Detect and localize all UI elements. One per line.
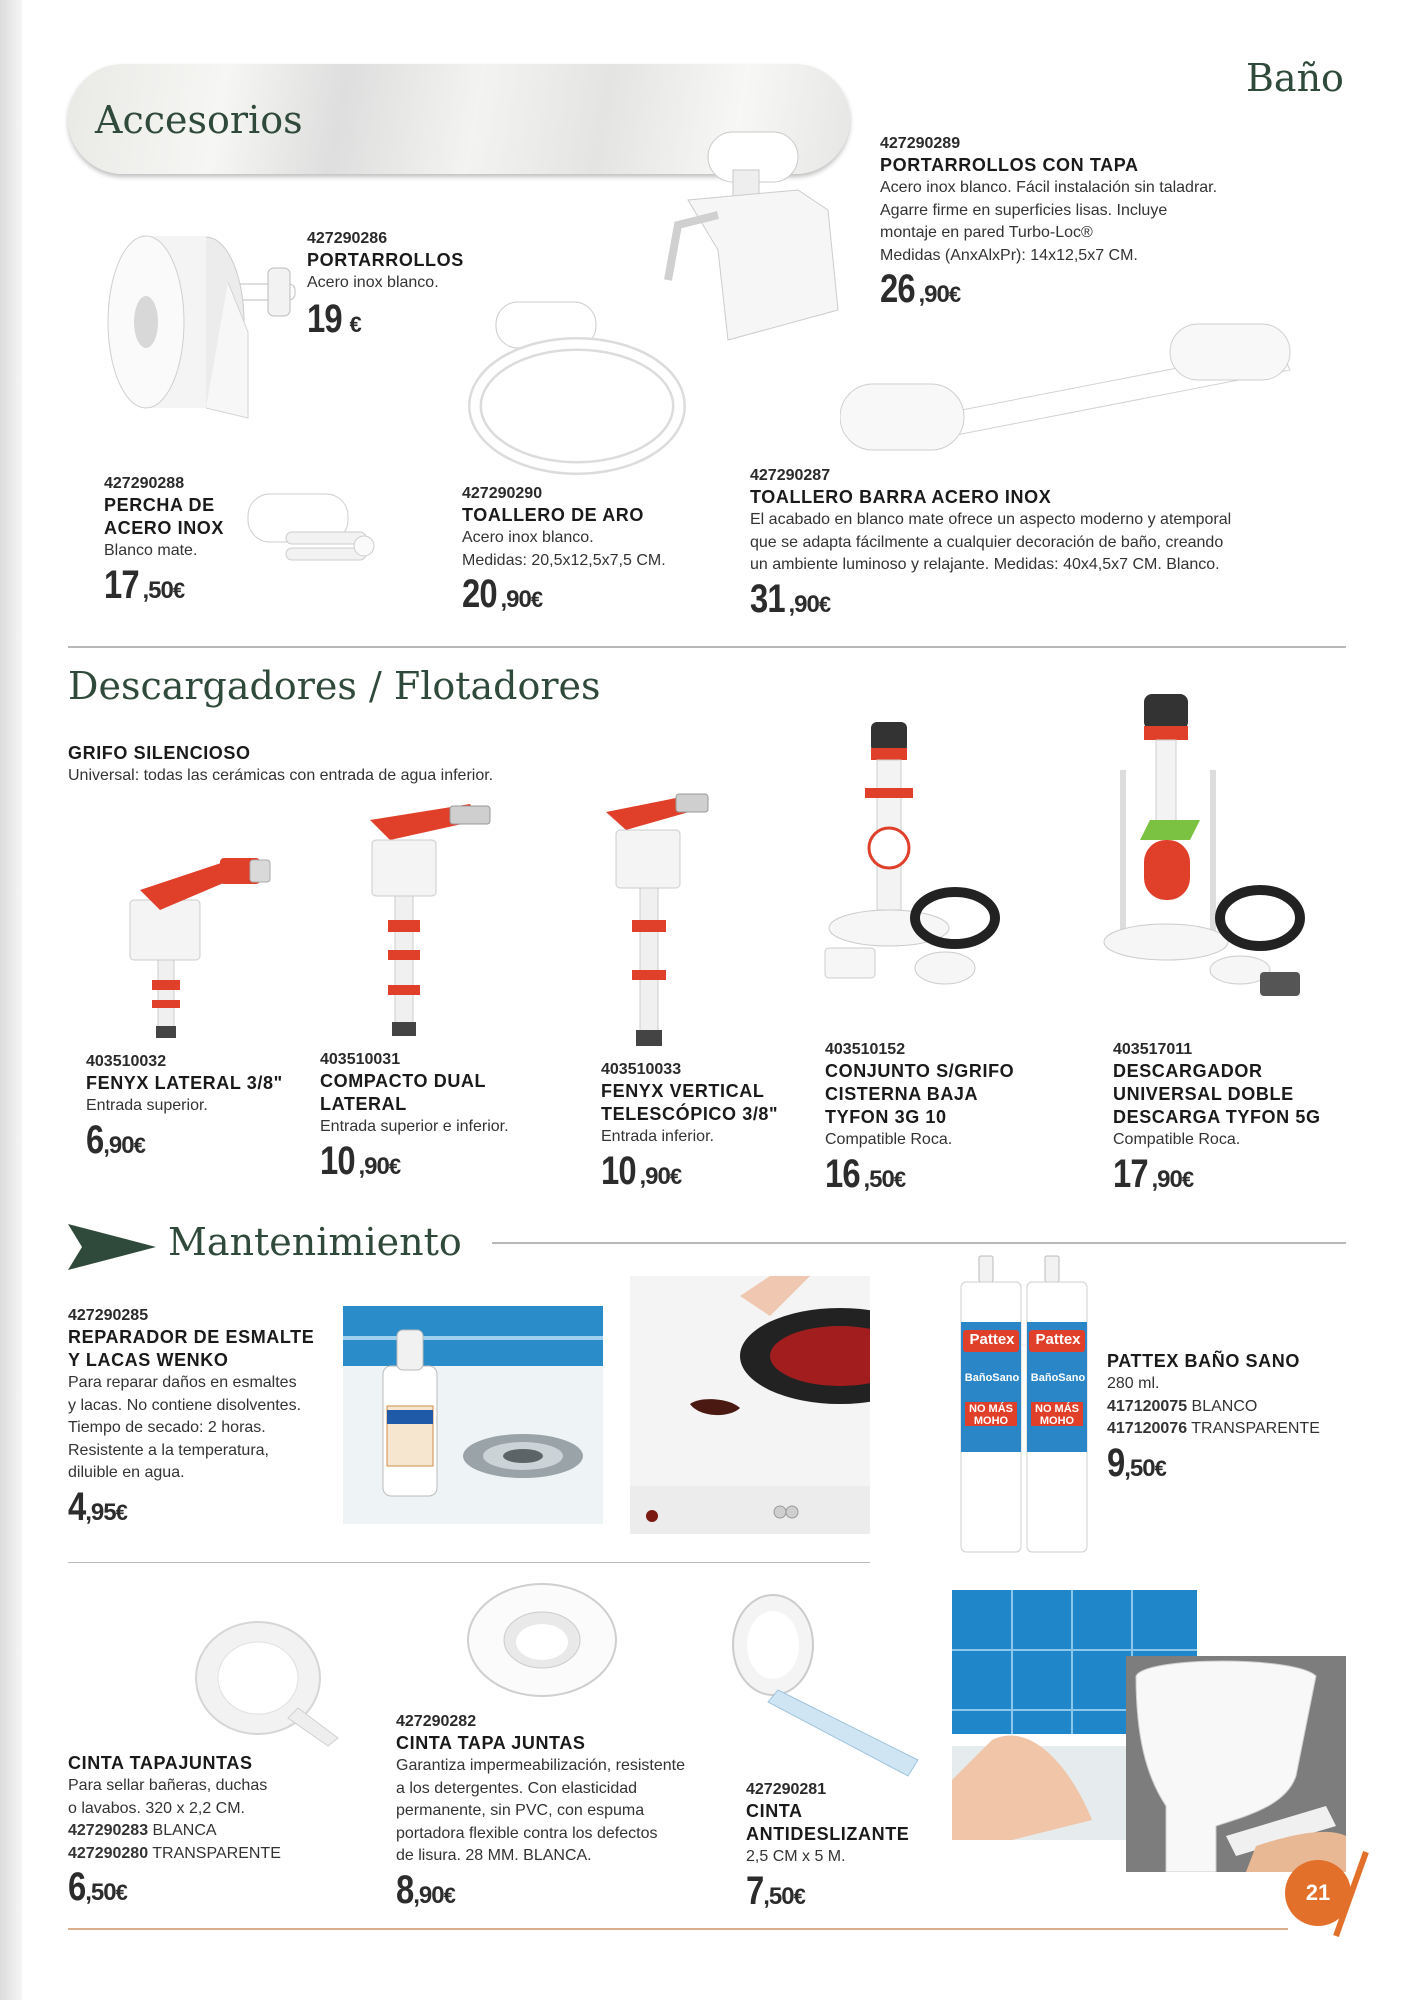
footer-line — [68, 1928, 1288, 1930]
product-name: CONJUNTO S/GRIFO — [825, 1061, 1015, 1081]
tyfon-5g-image — [1100, 690, 1310, 1020]
product-desc: Entrada superior e inferior. — [320, 1118, 509, 1135]
product-name: TYFON 3G 10 — [825, 1107, 947, 1127]
tube-brand-label: Pattex — [969, 1331, 1015, 1348]
product-desc: Entrada superior. — [86, 1097, 208, 1114]
product-portarrollos-tapa — [880, 134, 1217, 312]
product-toallero-aro — [462, 484, 666, 617]
product-desc-line: Garantiza impermeabilización, resistente — [396, 1757, 686, 1774]
product-reparador — [68, 1306, 314, 1530]
product-fenyx-vertical — [601, 1060, 778, 1194]
divider — [68, 646, 1346, 648]
product-desc: 2,5 CM x 5 M. — [746, 1848, 846, 1865]
product-name: FENYX LATERAL 3/8" — [86, 1073, 283, 1093]
toilet-roll-image — [88, 222, 298, 422]
product-desc-line: o lavabos. 320 x 2,2 CM. — [68, 1799, 245, 1817]
product-name: DESCARGADOR — [1113, 1061, 1263, 1081]
product-name: ANTIDESLIZANTE — [746, 1824, 910, 1844]
product-desc: Acero inox blanco. — [307, 274, 439, 291]
product-desc-line: de lisura. 28 MM. BLANCA. — [396, 1847, 592, 1864]
product-code: 403510032 — [86, 1053, 167, 1070]
product-code: 427290290 — [462, 485, 543, 502]
product-compacto-dual — [320, 1050, 509, 1184]
left-edge-shadow — [0, 0, 22, 2000]
intro-name: GRIFO SILENCIOSO — [68, 743, 251, 763]
product-desc-line: a los detergentes. Con elasticidad — [396, 1779, 638, 1797]
product-cinta-tapa-juntas — [396, 1712, 685, 1913]
product-name: TOALLERO DE ARO — [462, 505, 645, 525]
product-code: 403510031 — [320, 1051, 401, 1068]
product-price: 16 ,50€ — [825, 1151, 906, 1196]
product-name: CISTERNA BAJA — [825, 1084, 979, 1104]
enamel-bath-photo — [343, 1306, 603, 1524]
grifo-silencioso-intro — [68, 742, 493, 788]
tyfon-3g-image — [815, 718, 1015, 1018]
product-name: CINTA TAPA JUNTAS — [396, 1733, 586, 1753]
page-slash-icon — [1330, 1850, 1370, 1940]
product-name: COMPACTO DUAL — [320, 1071, 487, 1091]
banner-title: Accesorios — [95, 98, 303, 142]
toilet-sealing-photo — [1126, 1656, 1346, 1872]
variant-line: 427290283 BLANCA — [68, 1822, 217, 1839]
hook-image — [246, 490, 376, 570]
product-desc-line: Para reparar daños en esmaltes — [68, 1374, 297, 1391]
product-price: 17 ,50€ — [104, 562, 185, 607]
product-desc-line: que se adapta fácilmente a cualquier decoración de baño, creando — [750, 533, 1224, 551]
product-name: DESCARGA TYFON 5G — [1113, 1107, 1321, 1127]
product-conjunto-tyfon — [825, 1040, 1014, 1197]
intro-desc: Universal: todas las cerámicas con entrada de agua inferior. — [68, 767, 494, 784]
product-percha — [104, 474, 224, 608]
arrow-icon — [68, 1222, 158, 1272]
product-desc: 280 ml. — [1107, 1375, 1160, 1392]
product-price: 6,50€ — [68, 1865, 127, 1909]
product-price: 8,90€ — [396, 1867, 455, 1912]
product-desc: Entrada inferior. — [601, 1128, 714, 1145]
section-heading: Baño — [1246, 56, 1344, 100]
towel-bar-image — [840, 322, 1310, 462]
tape-roll-clear-image — [188, 1618, 348, 1748]
tube-badge-label: NO MÁS MOHO — [969, 1403, 1013, 1427]
product-price: 19 € — [307, 296, 361, 341]
product-name: TOALLERO BARRA ACERO INOX — [750, 487, 1052, 507]
product-desc-line: permanente, sin PVC, con espuma — [396, 1802, 645, 1819]
product-code: 427290281 — [746, 1781, 827, 1798]
product-price: 7,50€ — [746, 1868, 805, 1913]
product-name: Y LACAS WENKO — [68, 1350, 229, 1370]
tube-line-label: BañoSano — [964, 1372, 1020, 1384]
hob-repair-photo — [630, 1276, 870, 1534]
product-name: ACERO INOX — [104, 518, 225, 538]
product-price: 6,90€ — [86, 1117, 145, 1162]
product-price: 17 ,90€ — [1113, 1151, 1194, 1196]
product-name: PORTARROLLOS CON TAPA — [880, 155, 1139, 175]
product-desc-line: Medidas (AnxAlxPr): 14x12,5x7 CM. — [880, 246, 1138, 264]
product-code: 403510033 — [601, 1061, 682, 1078]
product-desc-line: El acabado en blanco mate ofrece un aspecto moderno y atemporal — [750, 511, 1232, 528]
page-number: 21 — [1305, 1880, 1331, 1905]
mantenimiento-title: Mantenimiento — [168, 1220, 462, 1264]
product-name: UNIVERSAL DOBLE — [1113, 1084, 1294, 1104]
product-price: 10 ,90€ — [320, 1138, 401, 1183]
product-desc: Compatible Roca. — [1113, 1131, 1241, 1148]
product-desc-line: y lacas. No contiene disolventes. — [68, 1396, 302, 1414]
product-desc-line: Para sellar bañeras, duchas — [68, 1777, 268, 1794]
product-cinta-tapajuntas — [68, 1752, 281, 1910]
product-price: 10 ,90€ — [601, 1148, 682, 1193]
tube-line-label: BañoSano — [1030, 1372, 1086, 1384]
product-code: 403510152 — [825, 1041, 906, 1058]
product-code: 427290287 — [750, 467, 831, 484]
product-price: 26 ,90€ — [880, 267, 961, 311]
product-fenyx-lateral — [86, 1052, 283, 1163]
product-portarrollos — [307, 229, 464, 342]
product-name: CINTA — [746, 1801, 803, 1821]
product-desc-line: Acero inox blanco. Fácil instalación sin taladrar. — [880, 179, 1218, 196]
product-descargador-tyfon — [1113, 1040, 1321, 1197]
product-desc-line: portadora flexible contra los defectos — [396, 1824, 658, 1842]
product-price: 4,95€ — [68, 1484, 127, 1529]
product-desc-line: montaje en pared Turbo-Loc® — [880, 224, 1093, 241]
product-desc-line: Acero inox blanco. — [462, 529, 594, 546]
tape-roll-white-image — [462, 1580, 632, 1710]
variant-line: 427290280 TRANSPARENTE — [68, 1844, 281, 1862]
product-price: 31 ,90€ — [750, 576, 831, 621]
product-name: FENYX VERTICAL — [601, 1081, 765, 1101]
product-name: PATTEX BAÑO SANO — [1107, 1351, 1300, 1371]
product-name: PERCHA DE — [104, 495, 215, 515]
tube-brand-label: Pattex — [1035, 1331, 1081, 1348]
product-desc-line: un ambiente luminoso y relajante. Medidas: 40x4,5x7 CM. Blanco. — [750, 556, 1220, 573]
product-name: PORTARROLLOS — [307, 250, 464, 270]
valve-vertical-image — [596, 790, 716, 1050]
product-desc: Compatible Roca. — [825, 1131, 953, 1148]
descargadores-title: Descargadores / Flotadores — [68, 664, 601, 708]
product-code: 427290286 — [307, 230, 388, 247]
towel-ring-image — [462, 300, 692, 480]
divider — [68, 1562, 870, 1563]
product-name: LATERAL — [320, 1094, 407, 1114]
product-code: 427290285 — [68, 1307, 149, 1324]
variant-line: 417120075 BLANCO — [1107, 1397, 1258, 1415]
variant-line: 417120076 TRANSPARENTE — [1107, 1420, 1320, 1437]
product-code: 403517011 — [1113, 1041, 1193, 1058]
product-price: 9,50€ — [1107, 1440, 1166, 1485]
product-code: 427290289 — [880, 135, 961, 152]
product-desc-line: diluible en agua. — [68, 1464, 185, 1481]
product-desc-line: Resistente a la temperatura, — [68, 1441, 269, 1459]
product-desc-line: Medidas: 20,5x12,5x7,5 CM. — [462, 551, 666, 569]
product-toallero-barra — [750, 466, 1231, 622]
product-name: REPARADOR DE ESMALTE — [68, 1327, 315, 1347]
product-price: 20 ,90€ — [462, 572, 543, 616]
valve-compacto-image — [350, 800, 500, 1040]
tube-badge-label: NO MÁS MOHO — [1035, 1403, 1079, 1427]
divider — [492, 1242, 1346, 1244]
product-desc: Blanco mate. — [104, 542, 198, 559]
product-cinta-antideslizante — [746, 1780, 909, 1914]
product-code: 427290288 — [104, 475, 185, 492]
product-name: TELESCÓPICO 3/8" — [601, 1104, 779, 1124]
valve-lateral-image — [100, 840, 280, 1040]
product-desc-line: Agarre firme en superficies lisas. Incluye — [880, 201, 1168, 219]
product-pattex — [1107, 1350, 1320, 1486]
product-desc-line: Tiempo de secado: 2 horas. — [68, 1419, 266, 1436]
product-name: CINTA TAPAJUNTAS — [68, 1753, 253, 1773]
tape-antislip-image — [728, 1590, 928, 1780]
product-code: 427290282 — [396, 1713, 477, 1730]
